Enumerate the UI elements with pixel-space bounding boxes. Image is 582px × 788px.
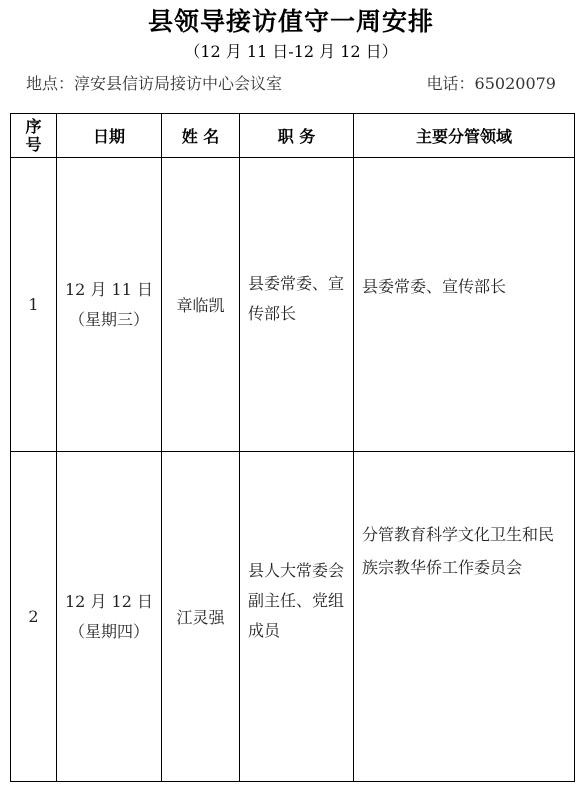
row-date-weekday: （星期四） [68, 621, 149, 641]
header-date: 日期 [57, 114, 162, 158]
row-number: 1 [11, 158, 57, 452]
row-date [57, 452, 162, 782]
header-seq-label: 序号 [25, 116, 42, 154]
date-range-subtitle: （12 月 11 日-12 月 12 日） [184, 42, 398, 61]
header-name: 姓 名 [162, 114, 240, 158]
row-area [354, 158, 575, 452]
row-date-day: 12 月 11 日 [65, 279, 153, 299]
row-area-text: 县委常委、宣传部长 [362, 277, 507, 296]
table-row [11, 452, 575, 782]
row-area-text: 分管教育科学文化卫生和民族宗教华侨工作委员会 [362, 525, 555, 577]
row-position [240, 452, 354, 782]
row-name: 江灵强 [162, 452, 240, 782]
row-area [354, 452, 575, 782]
location-text: 地点：淳安县信访局接访中心会议室 [26, 74, 283, 93]
header-area: 主要分管领域 [354, 114, 575, 158]
row-number: 2 [11, 452, 57, 782]
phone-text: 电话：65020079 [426, 74, 556, 93]
header-seq [11, 114, 57, 158]
table-header-row [11, 114, 575, 158]
table-row [11, 158, 575, 452]
row-date-day: 12 月 12 日 [65, 591, 153, 611]
row-date [57, 158, 162, 452]
row-date-weekday: （星期三） [68, 309, 149, 329]
row-position-text: 县人大常委会副主任、党组成员 [248, 560, 345, 640]
schedule-table [10, 113, 575, 782]
row-position [240, 158, 354, 452]
row-name: 章临凯 [162, 158, 240, 452]
row-position-text: 县委常委、宣传部长 [248, 273, 345, 323]
page-title: 县领导接访值守一周安排 [147, 7, 434, 36]
header-position: 职 务 [240, 114, 354, 158]
